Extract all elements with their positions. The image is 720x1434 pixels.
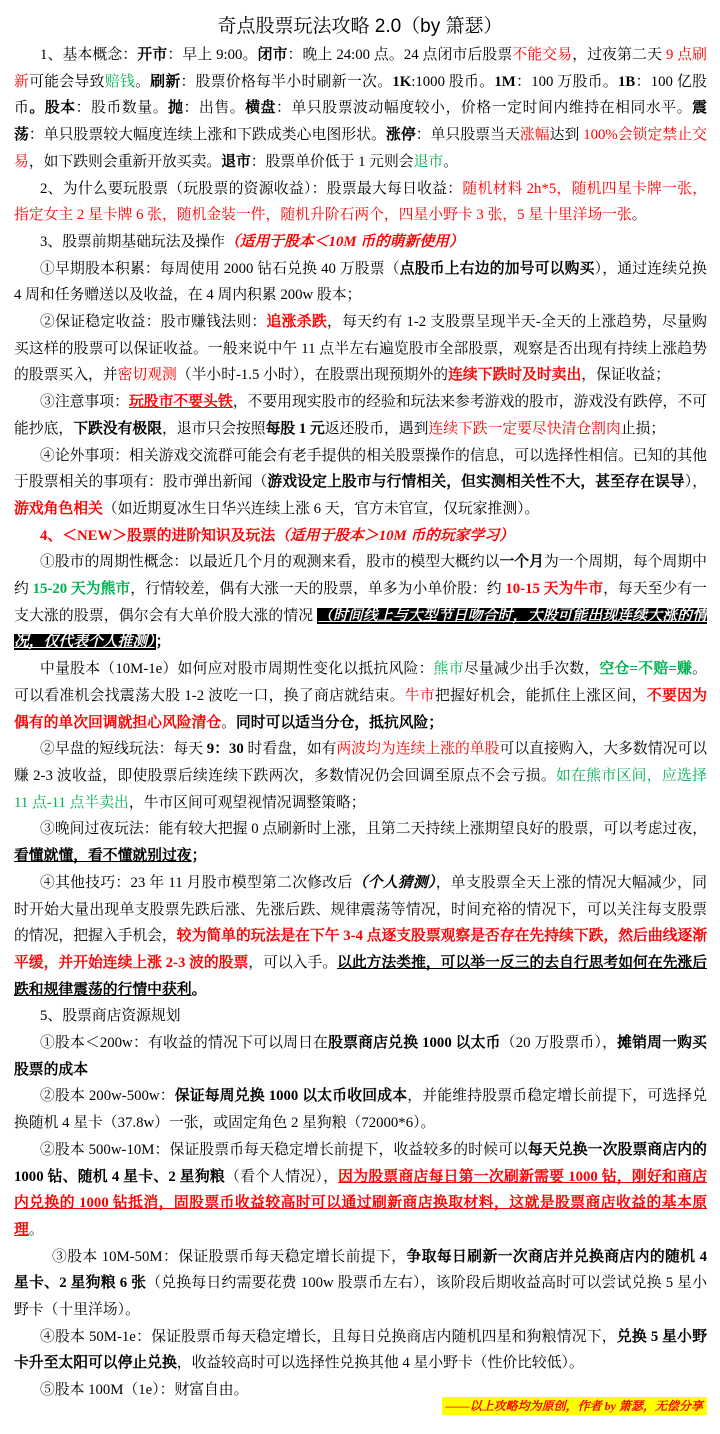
mid-capital-strategy-paragraph	[14, 656, 707, 736]
morning-trading-paragraph	[14, 736, 707, 816]
why-play-stocks-paragraph	[14, 176, 707, 229]
section-3-heading	[14, 229, 707, 256]
body-text: ：股票单价低于 1 元则会	[250, 153, 414, 170]
bold-text: 1B	[618, 73, 636, 90]
red-highlight-text: 不能交易	[512, 47, 573, 63]
bold-text: 抛	[168, 100, 184, 117]
body-text: 为一个周期，每个周期中约	[14, 554, 707, 598]
body-text: ，行情较差，偶有大涨一天的股票，单多为小单价股：约	[130, 581, 506, 598]
body-text: ：早上 9:00。	[167, 47, 258, 63]
body-text: ②保证稳定收益：股市赚钱法则：	[40, 314, 267, 331]
green-highlight-text: 赔钱	[104, 73, 136, 90]
bold-text: 股本	[44, 100, 76, 117]
body-text: （看个人情况），	[225, 1168, 339, 1185]
bold-text: 每股 1 元	[265, 420, 325, 437]
bold-text: 下跌没有极限	[73, 420, 162, 437]
inverted-highlight-text: （时间线上与大型节日吻合时，大股可能出现连续大涨的情况，仅代表个人推测）	[14, 607, 707, 651]
body-text: ，退市只会按照	[162, 420, 266, 437]
body-text: 时看盘，如有	[243, 741, 337, 758]
body-text: 5、股票商店资源规划	[40, 1008, 181, 1025]
body-text: ，牛市区间可观望视情况调整策略；	[128, 794, 366, 811]
body-text: ，每天至少有一支大涨的股票，偶尔会有大单价股大涨的情况	[14, 581, 707, 624]
capital-50m-1e-paragraph	[14, 1324, 707, 1377]
body-text: 可能会导致	[29, 73, 105, 90]
red-highlight-text: 因为股票商店每日第一次刷新需要 1000 钻，刚好和商店内兑换的 1000 钻抵消，固股票币收益较高时可以通过刷新商店换取材料，这就是股票商店收益的基本原理	[14, 1168, 707, 1238]
bold-text: 点股币上右边的加号可以购买	[399, 260, 595, 277]
body-text: ：出售。	[183, 100, 246, 117]
green-highlight-text: 15-20 天为熊市	[32, 581, 131, 598]
bold-text: ；	[191, 848, 207, 865]
body-text: ：100 亿股币	[14, 73, 707, 117]
body-text: ：单只股票波动幅度较小，价格一定时间内维持在相同水平。	[276, 100, 693, 117]
red-highlight-text: 随机材料 2h*5，随机四星卡牌一张，指定女主 2 星卡牌 6 张，随机金装一件，随机升阶石两个，四星小野卡 3 张，5 星十里洋场一张	[14, 180, 707, 224]
red-highlight-text: 两波均为连续上涨的单股	[336, 741, 500, 758]
body-text: 。	[631, 207, 647, 224]
body-text: ，过夜第二天	[572, 47, 666, 63]
body-text: 。可以看准机会找震荡大股 1-2 波吃一口，换了商店就结束。	[14, 661, 707, 704]
body-text: :1000 股币。	[411, 73, 495, 90]
bold-text: 同时可以适当分仓，抵抗风险；	[235, 714, 444, 731]
bold-text: 1M	[494, 73, 516, 90]
basic-concepts-paragraph	[14, 42, 707, 176]
red-highlight-text: 连续下跌一定要尽快清仓割肉	[428, 420, 621, 437]
body-text: ，并能维持股票币稳定增长前提下，可选择兑换随机 4 星卡（37.8w）一张，或固定角色 2 星狗粮（72000*6）。	[14, 1088, 707, 1132]
red-highlight-text: 密切观测	[117, 367, 177, 384]
market-cycle-paragraph	[14, 549, 707, 656]
bold-text: 涨停	[385, 127, 416, 144]
author-credit: ——以上攻略均为原创，作者 by 箫瑟，无偿分享	[442, 1397, 707, 1415]
bold-text: 刷新	[150, 73, 181, 90]
bold-text: 开市	[137, 47, 168, 63]
green-highlight-text: 如在熊市区间，应选择 11 点-11 点半卖出	[14, 767, 707, 811]
body-text: ，每天约有 1-2 支股票呈现半天-全天的上涨趋势，尽量购买这样的股票可以保证收益。一般来说中午 11 点半左右遍览股市全部股票，观察是否出现有持续上涨趋势的股票买入，并	[14, 314, 707, 384]
bold-text: 看懂就懂，看不懂就别过夜	[14, 848, 192, 865]
green-highlight-text: 空仓=不赔=赚	[599, 661, 693, 678]
bold-text: 争取每日刷新一次商店并兑换商店内的随机 4 星卡、2 星狗粮 6 张	[14, 1248, 707, 1292]
red-highlight-text: 10-15 天为牛市	[505, 581, 604, 598]
body-text: ①股市的周期性概念：以最近几个月的观测来看，股市的模型大概约以	[40, 554, 500, 571]
body-text: ：单只股票较大幅度连续上涨和下跌成类心电图形状。	[28, 127, 386, 144]
body-text: 止损；	[620, 420, 666, 437]
body-text: ，收益较高时可以选择性兑换其他 4 星小野卡（性价比较低）。	[176, 1355, 584, 1372]
body-text: ，单支股票全天上涨的情况大幅减少，同时开始大量出现单支股票先跌后涨、先涨后跌、规律震荡等情况，时间充裕的情况下，可以关注每支股票的情况，把握入手机会，	[14, 874, 707, 945]
body-text: ③股本 10M-50M：保证股票币每天稳定增长前提下，	[52, 1248, 407, 1265]
body-text: ②早盘的短线玩法：每天	[40, 741, 207, 758]
red-highlight-text: 不要因为偶有的单次回调就担心风险清仓	[14, 687, 707, 731]
body-text: 。	[443, 153, 458, 170]
body-text: 2、为什么要玩股票（玩股票的资源收益）：股票最大每日收益：	[40, 180, 463, 197]
other-tips-paragraph	[14, 870, 707, 1004]
bold-text: 摊销周一购买股票的成本	[14, 1035, 707, 1078]
bold-text: 横盘	[245, 100, 277, 117]
body-text: 1、基本概念：	[40, 47, 138, 63]
body-text: ：单只股票当天	[415, 127, 520, 144]
bold-text: 保证每周兑换 1000 以太币收回成本	[174, 1088, 408, 1105]
body-text: 3、股票前期基础玩法及操作	[40, 233, 225, 250]
body-text: ④论外事项：相关游戏交流群可能会有老手提供的相关股票操作的信息，可以选择性相信。已知的其他于股票相关的事项有：股市弹出新闻（	[14, 447, 707, 491]
body-text: ：股票价格每半小时刷新一次。	[180, 73, 393, 90]
body-text: ，如下跌则会重新开放买卖。	[28, 153, 222, 170]
red-highlight-text: 较为简单的玩法是在下午 3-4 点逐支股票观察是否存在先持续下跌，然后曲线逐渐平缓，并开始连续上涨 2-3 波的股票	[14, 928, 708, 971]
bold-text: 每天兑换一次股票商店内的 1000 钻、随机 4 星卡、2 星狗粮	[14, 1141, 707, 1185]
body-text: ③晚间过夜玩法：能有较大把握 0 点刷新时上涨，且第二天持续上涨期望良好的股票，可以考虑过夜，	[40, 821, 707, 838]
bold-text: 以此方法类推，可以举一反三的去自行思考如何在先涨后跌和规律震荡的行情中获利	[14, 954, 708, 998]
body-text: （兑换每日约需要花费 100w 股票币左右），该阶段后期收益高时可以尝试兑换 5 星小野卡（十里洋场）。	[14, 1275, 707, 1319]
body-text: ②股本 200w-500w：	[40, 1088, 175, 1105]
bold-text: 。	[191, 981, 207, 998]
body-text: ：100 万股币。	[515, 73, 619, 90]
bold-text: 一个月	[499, 554, 544, 571]
body-text: 尽量减少出手次数，	[463, 661, 600, 678]
capital-200w-500w-paragraph	[14, 1083, 707, 1136]
capital-10m-50m-paragraph	[14, 1244, 707, 1324]
red-highlight-text: 连续下跌时及时卖出	[448, 367, 582, 384]
red-highlight-text: 9 点刷新	[14, 47, 707, 90]
capital-500w-10m-paragraph	[14, 1137, 707, 1244]
red-highlight-text: 4、＜NEW＞股票的进阶知识及玩法	[40, 527, 276, 544]
bold-text: （个人猜测）	[352, 874, 436, 891]
body-text: ④股本 50M-1e：保证股票币每天稳定增长，且每日兑换商店内随机四星和狗粮情况下，	[40, 1328, 617, 1345]
body-text: 。	[135, 73, 151, 90]
bold-text: 闭市	[257, 47, 288, 63]
body-text: （如近期夏冰生日华兴连续上涨 6 天，官方未官宣，仅玩家推测）。	[102, 500, 540, 517]
red-highlight-text: （适用于股本＞10M 币的玩家学习）	[275, 527, 514, 544]
stable-income-paragraph	[14, 309, 707, 389]
section-4-heading	[14, 523, 707, 550]
body-text: ：股币数量。	[75, 100, 169, 117]
body-text: 中量股本（10M-1e）如何应对股市周期性变化以抵抗风险：	[40, 661, 434, 678]
body-text: ，可以入手。	[248, 954, 338, 971]
body-text: ⑤股本 100M（1e）：财富自由。	[40, 1382, 249, 1399]
body-text: 把握好机会，能抓住上涨区间，	[435, 687, 647, 704]
bold-text: 1K	[392, 73, 412, 90]
body-text: 达到	[549, 127, 584, 144]
overnight-trading-paragraph	[14, 816, 707, 869]
red-highlight-text: （适用于股本＜10M 币的萌新使用）	[224, 233, 464, 250]
body-text: （20 万股票币），	[500, 1035, 618, 1052]
bold-text: 震荡	[14, 100, 707, 144]
red-highlight-text: 100%会锁定禁止交易	[14, 127, 707, 170]
early-accumulation-paragraph	[14, 256, 707, 309]
document-body	[0, 42, 720, 1404]
precautions-paragraph	[14, 389, 707, 442]
document-title: 奇点股票玩法攻略 2.0（by 箫瑟）	[217, 16, 503, 37]
red-highlight-text: 牛市	[404, 687, 436, 704]
bold-text: 9：30	[206, 741, 244, 758]
body-text: ，保证收益；	[581, 367, 671, 384]
body-text: 返还股币，遇到	[324, 420, 429, 437]
bold-text: 股票商店兑换 1000 以太币	[328, 1035, 501, 1052]
red-highlight-text: 玩股市不要头铁	[128, 394, 233, 411]
bold-text: ；	[155, 634, 171, 651]
body-text: ），	[684, 474, 707, 491]
body-text: ③注意事项：	[40, 394, 129, 411]
green-highlight-text: 熊市	[433, 661, 464, 678]
bold-text: 退市	[221, 153, 251, 170]
body-text: （半小时-1.5 小时），在股票出现预期外的	[176, 367, 449, 384]
body-text: ①早期股本积累：每周使用 2000 钻石兑换 40 万股票（	[40, 260, 400, 277]
misc-notes-paragraph	[14, 443, 707, 523]
green-highlight-text: 退市	[413, 153, 444, 170]
bold-text: 兑换 5 星小野卡升至太阳可以停止兑换	[14, 1328, 707, 1372]
body-text: ①股本＜200w：有收益的情况下可以周日在	[40, 1035, 329, 1052]
bold-text: 。	[29, 100, 45, 117]
body-text: ），通过连续兑换 4 周和任务赠送以及收益，在 4 周内积累 200w 股本；	[14, 260, 707, 304]
body-text: 。	[28, 1221, 44, 1238]
body-text: ：晚上 24:00 点。24 点闭市后股票	[287, 47, 513, 63]
body-text: ，不要用现实股市的经验和玩法来参考游戏的股市，游戏没有跌停，不可能抄底，	[14, 394, 707, 437]
section-5-heading	[14, 1003, 707, 1030]
capital-under-200w-paragraph	[14, 1030, 707, 1083]
body-text: 。	[221, 714, 236, 731]
body-text: ②股本 500w-10M：保证股票币每天稳定增长前提下，收益较多的时候可以	[40, 1141, 528, 1158]
red-highlight-text: 游戏角色相关	[14, 500, 103, 517]
body-text: 可以直接购入，大多数情况可以赚 2-3 波收益，即使股票后续连续下跌两次，多数情况仍会回调至原点不会亏损。	[14, 741, 707, 784]
red-highlight-text: 涨幅	[519, 127, 550, 144]
body-text: ④其他技巧：23 年 11 月股市模型第二次修改后	[40, 874, 353, 891]
red-highlight-text: 追涨杀跌	[266, 314, 327, 331]
bold-text: 游戏设定上股市与行情相关，但实测相关性不大，甚至存在误导	[267, 474, 685, 491]
